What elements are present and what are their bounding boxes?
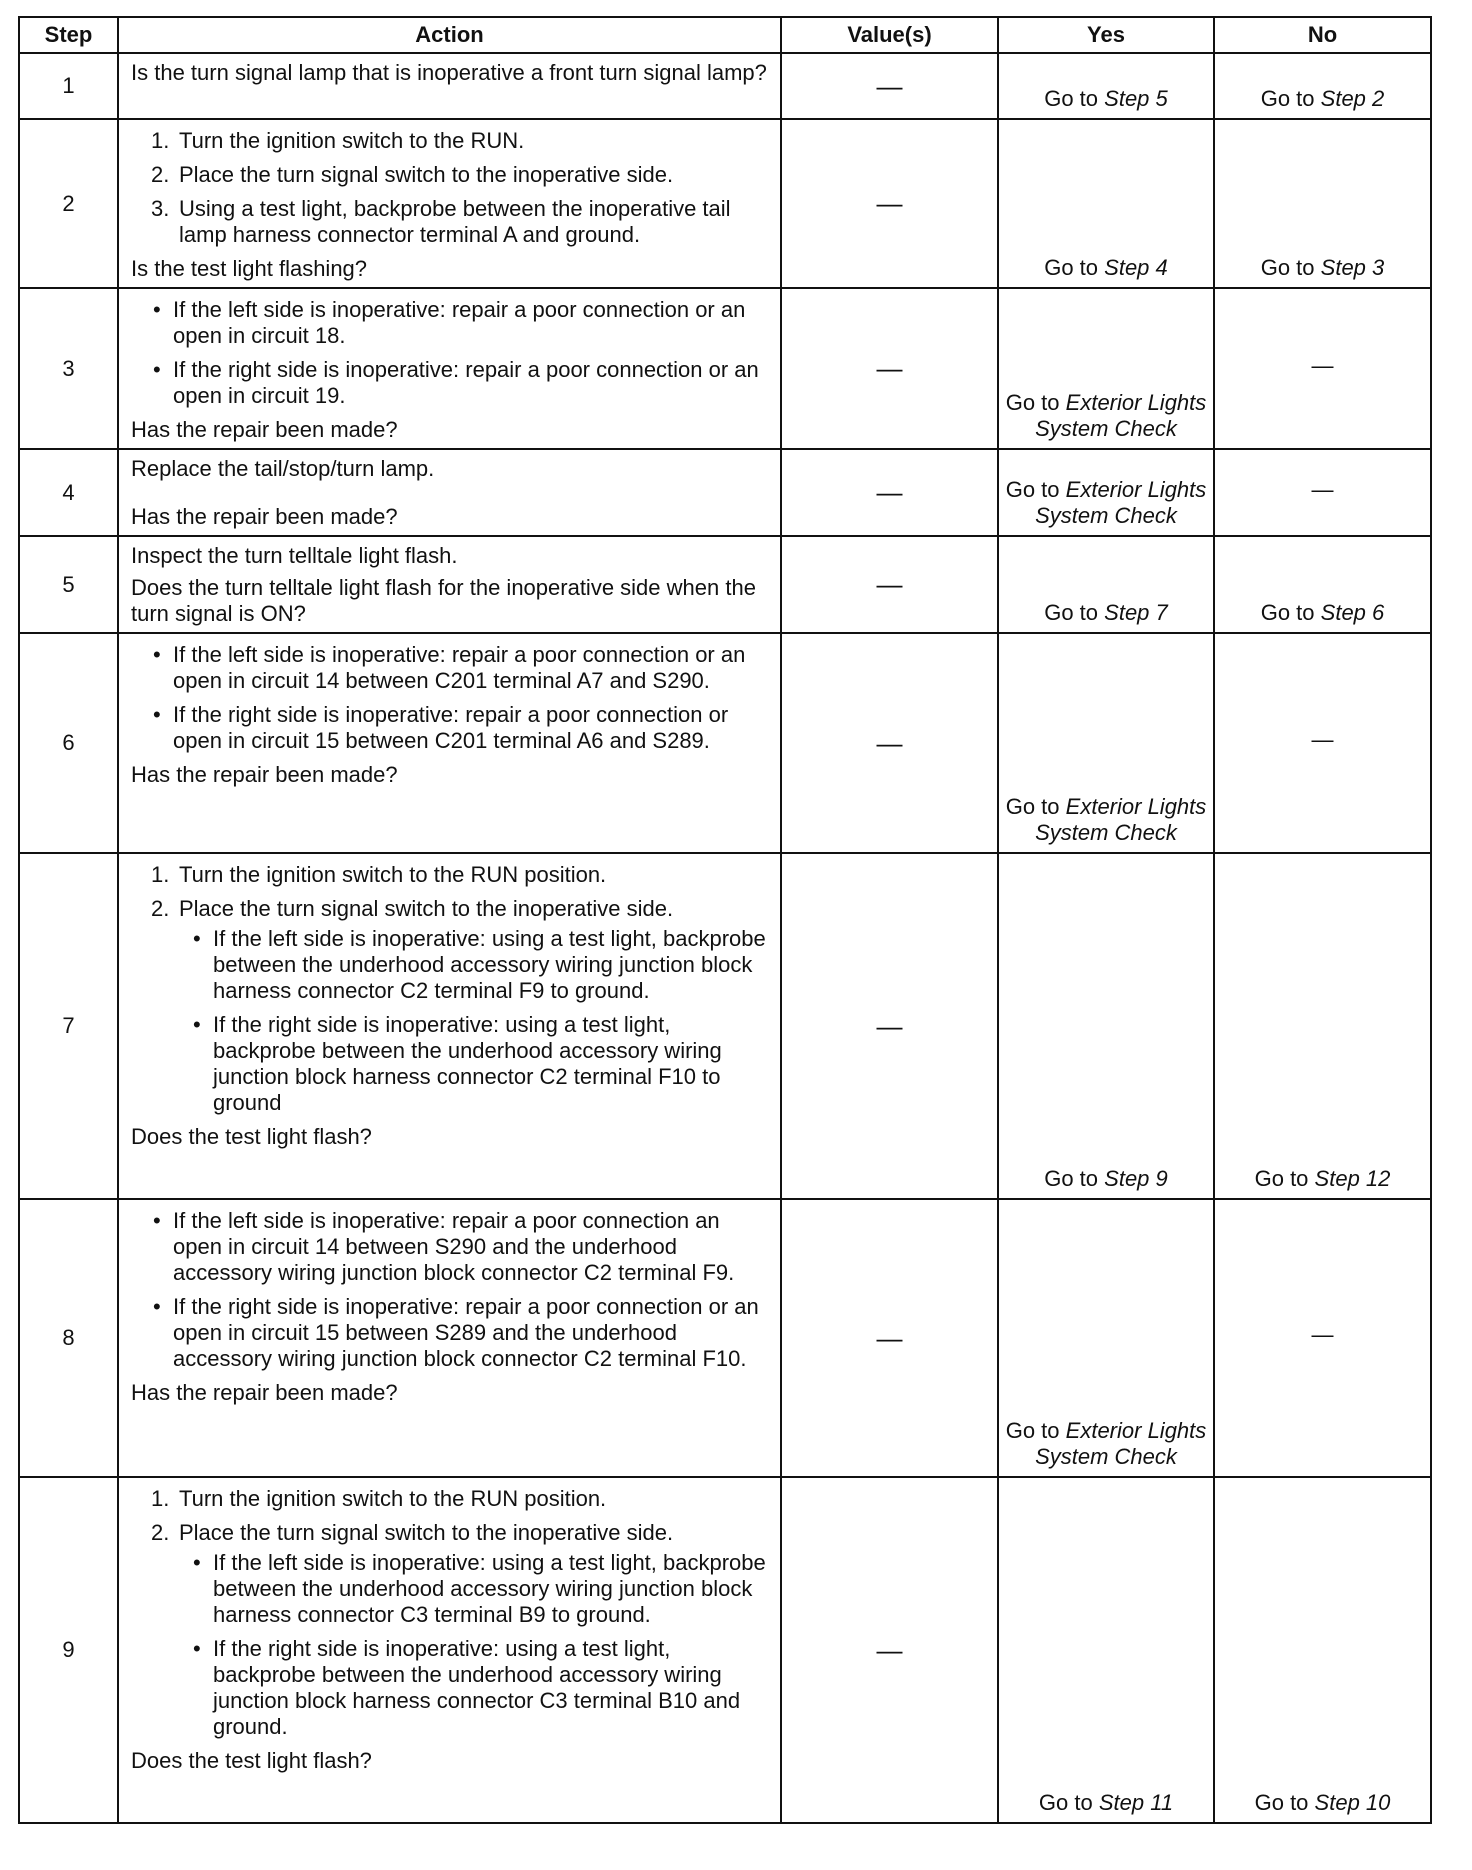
list-item: • If the right side is inoperative: using a test light, backprobe between the underhood accessory wiring junction block harness connector C2 terminal F10 to ground	[191, 1012, 770, 1116]
action-question: Does the turn telltale light flash for the inoperative side when the turn signal is ON?	[131, 575, 756, 626]
step-number: 7	[19, 853, 118, 1199]
action-cell	[118, 633, 781, 853]
list-item: 2. Place the turn signal switch to the inoperative side.	[151, 162, 674, 187]
table-row	[19, 633, 1431, 853]
action-question: Is the turn signal lamp that is inoperative a front turn signal lamp?	[131, 60, 767, 85]
dash-mark: —	[876, 1634, 903, 1665]
list-item: • If the right side is inoperative: repair a poor connection or open in circuit 15 between C201 terminal A6 and S289.	[151, 702, 770, 754]
yes-cell	[998, 119, 1214, 288]
value-cell	[781, 119, 998, 288]
value-cell	[781, 633, 998, 853]
no-cell	[1214, 449, 1431, 536]
list-item: 1. Turn the ignition switch to the RUN position.	[151, 862, 607, 887]
step-number: 3	[19, 288, 118, 449]
step-number: 8	[19, 1199, 118, 1477]
value-cell	[781, 1477, 998, 1823]
goto-label: Go to	[1260, 86, 1315, 111]
yes-cell	[998, 536, 1214, 633]
no-cell	[1214, 1477, 1431, 1823]
action-question: Has the repair been made?	[131, 417, 398, 442]
goto-label: Go to	[1038, 1790, 1093, 1815]
goto-label: Go to	[1254, 1790, 1309, 1815]
value-cell	[781, 288, 998, 449]
table-header-row	[19, 17, 1431, 53]
yes-target: Step 5	[1104, 86, 1168, 111]
yes-cell	[998, 449, 1214, 536]
action-cell	[118, 1477, 781, 1823]
no-cell	[1214, 633, 1431, 853]
no-target: Step 10	[1314, 1790, 1391, 1815]
list-item: • If the right side is inoperative: using a test light, backprobe between the underhood accessory wiring junction block harness connector C3 terminal B10 and ground.	[191, 1636, 770, 1740]
action-question: Has the repair been made?	[131, 1380, 398, 1405]
yes-cell	[998, 1477, 1214, 1823]
header-values: Value(s)	[781, 17, 998, 53]
table-row	[19, 853, 1431, 1199]
value-cell	[781, 1199, 998, 1477]
bullet-list	[151, 297, 770, 409]
no-target: Step 12	[1314, 1166, 1391, 1191]
header-yes: Yes	[998, 17, 1214, 53]
table-row	[19, 1199, 1431, 1477]
no-cell	[1214, 288, 1431, 449]
goto-label: Go to	[1044, 86, 1099, 111]
no-cell	[1214, 53, 1431, 119]
goto-label: Go to	[1044, 255, 1099, 280]
list-item: • If the left side is inoperative: using a test light, backprobe between the underhood accessory wiring junction block harness connector C3 terminal B9 to ground.	[191, 1550, 770, 1628]
list-item: • If the left side is inoperative: using a test light, backprobe between the underhood accessory wiring junction block harness connector C2 terminal F9 to ground.	[191, 926, 770, 1004]
bullet-list	[151, 642, 770, 754]
list-item: • If the right side is inoperative: repair a poor connection or an open in circuit 19.	[151, 357, 770, 409]
diagnostic-table	[18, 16, 1432, 1824]
list-item: • If the left side is inoperative: repair a poor connection or an open in circuit 14 between C201 terminal A7 and S290.	[151, 642, 770, 694]
action-question: Has the repair been made?	[131, 762, 398, 787]
list-item: 3. Using a test light, backprobe between the inoperative tail lamp harness connector terminal A and ground.	[151, 196, 731, 247]
dash-mark: —	[876, 477, 903, 507]
table-row	[19, 53, 1431, 119]
yes-target: Exterior Lights System Check	[1035, 1418, 1207, 1469]
step-number: 1	[19, 53, 118, 119]
no-target: Step 3	[1320, 255, 1385, 280]
dash-mark: —	[876, 569, 903, 599]
yes-target: Step 9	[1104, 1166, 1168, 1191]
action-cell	[118, 288, 781, 449]
yes-cell	[998, 1199, 1214, 1477]
header-no: No	[1214, 17, 1431, 53]
yes-target: Step 4	[1104, 255, 1168, 280]
no-cell	[1214, 853, 1431, 1199]
list-item: 2. Place the turn signal switch to the inoperative side. • If the left side is inoperative: using a test light, backprobe between the underhood accessory wiring junction block harness connector C3 terminal B9 to ground. • If the right side is inoperative: using a test light, backprobe between the underhood accessory wiring junction block harness connector C3 terminal B10 and ground.	[151, 1520, 770, 1740]
header-action: Action	[118, 17, 781, 53]
action-cell	[118, 853, 781, 1199]
yes-target: Step 11	[1098, 1790, 1174, 1815]
yes-target: Exterior Lights System Check	[1035, 794, 1207, 845]
dash-mark: —	[1311, 352, 1334, 378]
action-intro: Inspect the turn telltale light flash.	[131, 543, 458, 568]
goto-label: Go to	[1254, 1166, 1309, 1191]
list-item: 2. Place the turn signal switch to the inoperative side. • If the left side is inoperative: using a test light, backprobe between the underhood accessory wiring junction block harness connector C2 terminal F9 to ground. • If the right side is inoperative: using a test light, backprobe between the underhood accessory wiring junction block harness connector C2 terminal F10 to ground	[151, 896, 770, 1116]
action-cell	[118, 119, 781, 288]
goto-label: Go to	[1260, 600, 1315, 625]
yes-cell	[998, 633, 1214, 853]
value-cell	[781, 449, 998, 536]
sub-bullet-list	[191, 926, 770, 1116]
sub-bullet-list	[191, 1550, 770, 1740]
goto-label: Go to	[1005, 477, 1060, 502]
value-cell	[781, 53, 998, 119]
dash-mark: —	[1311, 1322, 1334, 1347]
dash-mark: —	[1311, 727, 1334, 752]
no-cell	[1214, 536, 1431, 633]
table-row	[19, 449, 1431, 536]
action-cell	[118, 53, 781, 119]
goto-label: Go to	[1005, 390, 1060, 415]
dash-mark: —	[876, 353, 903, 383]
table-row	[19, 288, 1431, 449]
no-cell	[1214, 119, 1431, 288]
dash-mark: —	[876, 1322, 903, 1353]
numbered-list	[151, 862, 770, 1116]
table-row	[19, 536, 1431, 633]
action-cell	[118, 449, 781, 536]
value-cell	[781, 853, 998, 1199]
goto-label: Go to	[1005, 1418, 1060, 1443]
no-target: Step 6	[1320, 600, 1385, 625]
yes-cell	[998, 853, 1214, 1199]
numbered-list	[151, 1486, 770, 1740]
numbered-list	[151, 128, 770, 248]
table-row	[19, 119, 1431, 288]
step-number: 6	[19, 633, 118, 853]
action-question: Is the test light flashing?	[131, 256, 368, 281]
yes-cell	[998, 288, 1214, 449]
dash-mark: —	[876, 727, 903, 758]
list-item: • If the left side is inoperative: repair a poor connection an open in circuit 14 between S290 and the underhood accessory wiring junction block connector C2 terminal F9.	[151, 1208, 770, 1286]
goto-label: Go to	[1044, 1166, 1099, 1191]
yes-target: Exterior Lights System Check	[1035, 477, 1207, 528]
action-question: Does the test light flash?	[131, 1124, 372, 1149]
action-question: Does the test light flash?	[131, 1748, 372, 1773]
step-number: 5	[19, 536, 118, 633]
goto-label: Go to	[1044, 600, 1099, 625]
action-cell	[118, 536, 781, 633]
step-number: 2	[19, 119, 118, 288]
list-item: • If the left side is inoperative: repair a poor connection or an open in circuit 18.	[151, 297, 770, 349]
dash-mark: —	[1311, 476, 1334, 502]
no-cell	[1214, 1199, 1431, 1477]
step-number: 4	[19, 449, 118, 536]
goto-label: Go to	[1005, 794, 1060, 819]
header-step: Step	[19, 17, 118, 53]
bullet-list	[151, 1208, 770, 1372]
no-target: Step 2	[1320, 86, 1385, 111]
step-number: 9	[19, 1477, 118, 1823]
yes-cell	[998, 53, 1214, 119]
goto-label: Go to	[1260, 255, 1315, 280]
value-cell	[781, 536, 998, 633]
table-row	[19, 1477, 1431, 1823]
list-item: 1. Turn the ignition switch to the RUN position.	[151, 1486, 607, 1511]
dash-mark: —	[876, 188, 903, 218]
list-item: 1. Turn the ignition switch to the RUN.	[151, 128, 525, 153]
yes-target: Step 7	[1104, 600, 1168, 625]
action-cell	[118, 1199, 781, 1477]
action-question: Has the repair been made?	[131, 504, 398, 529]
action-intro: Replace the tail/stop/turn lamp.	[131, 456, 435, 481]
dash-mark: —	[876, 70, 903, 101]
dash-mark: —	[876, 1010, 903, 1041]
yes-target: Exterior Lights System Check	[1035, 390, 1207, 441]
list-item: • If the right side is inoperative: repair a poor connection or an open in circuit 15 between S289 and the underhood accessory wiring junction block connector C2 terminal F10.	[151, 1294, 770, 1372]
